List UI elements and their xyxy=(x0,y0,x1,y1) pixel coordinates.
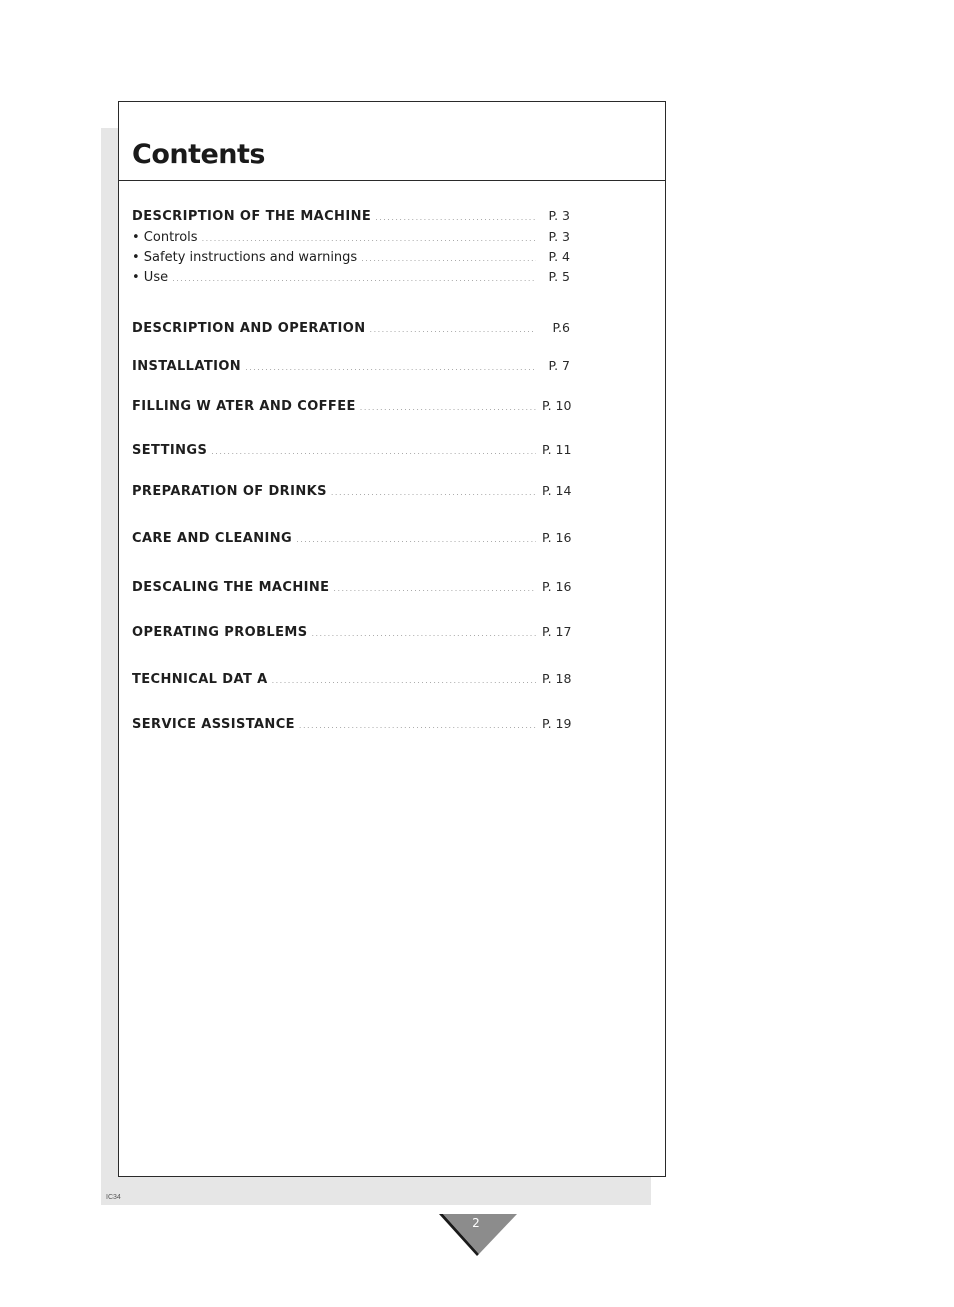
toc-label: SERVICE ASSISTANCE xyxy=(132,717,295,732)
toc-page-ref: P. 17 xyxy=(542,624,572,639)
page-number: 2 xyxy=(472,1216,480,1230)
toc-entry-operating[interactable] xyxy=(132,624,570,644)
toc-label: • Use xyxy=(132,270,169,285)
dot-leader xyxy=(211,447,536,456)
dot-leader xyxy=(245,363,536,372)
toc-entry-descaling[interactable] xyxy=(132,579,570,599)
toc-entry-description-machine[interactable] xyxy=(132,208,570,228)
toc-label: • Controls xyxy=(132,230,198,245)
contents-frame xyxy=(118,101,666,1177)
toc-entry-safety[interactable] xyxy=(132,249,570,269)
toc-page-ref: P. 4 xyxy=(548,249,570,264)
toc-page-ref: P. 14 xyxy=(542,483,572,498)
toc-entry-technical[interactable] xyxy=(132,671,570,691)
toc-label: TECHNICAL DAT A xyxy=(132,672,268,687)
toc-label: PREPARATION OF DRINKS xyxy=(132,484,327,499)
toc-entry-description-operation[interactable] xyxy=(132,320,570,340)
dot-leader xyxy=(370,325,536,334)
page-title: Contents xyxy=(132,139,266,170)
dot-leader xyxy=(360,403,536,412)
toc-entry-use[interactable] xyxy=(132,269,570,289)
toc-page-ref: P. 18 xyxy=(542,671,572,686)
toc-page-ref: P. 5 xyxy=(548,269,570,284)
left-gray-band xyxy=(101,128,119,1205)
toc-entry-care[interactable] xyxy=(132,530,570,550)
bottom-gray-band xyxy=(101,1176,651,1205)
toc-label: DESCALING THE MACHINE xyxy=(132,580,330,595)
dot-leader xyxy=(311,629,536,638)
toc-label: DESCRIPTION AND OPERATION xyxy=(132,321,366,336)
toc-label: FILLING W ATER AND COFFEE xyxy=(132,399,356,414)
dot-leader xyxy=(375,213,536,222)
toc-label: SETTINGS xyxy=(132,443,208,458)
dot-leader xyxy=(299,721,536,730)
toc-entry-settings[interactable] xyxy=(132,442,570,462)
toc-page-ref: P. 11 xyxy=(542,442,572,457)
toc-page-ref: P. 7 xyxy=(548,358,570,373)
toc-label: OPERATING PROBLEMS xyxy=(132,625,308,640)
dot-leader xyxy=(296,535,536,544)
toc-page-ref: P. 19 xyxy=(542,716,572,731)
dot-leader xyxy=(331,488,536,497)
dot-leader xyxy=(272,676,536,685)
toc-label: DESCRIPTION OF THE MACHINE xyxy=(132,209,372,224)
toc-label: CARE AND CLEANING xyxy=(132,531,293,546)
toc-label: INSTALLATION xyxy=(132,359,242,374)
toc-entry-service[interactable] xyxy=(132,716,570,736)
toc-entry-filling[interactable] xyxy=(132,398,570,418)
toc-entry-installation[interactable] xyxy=(132,358,570,378)
toc-entry-preparation[interactable] xyxy=(132,483,570,503)
toc-entry-controls[interactable] xyxy=(132,229,570,249)
toc-label: • Safety instructions and warnings xyxy=(132,250,358,265)
dot-leader xyxy=(361,254,536,263)
dot-leader xyxy=(202,234,536,243)
toc-page-ref: P. 3 xyxy=(548,208,570,223)
dot-leader xyxy=(333,584,536,593)
dot-leader xyxy=(172,274,536,283)
toc-page-ref: P. 10 xyxy=(542,398,572,413)
toc-page-ref: P. 16 xyxy=(542,530,572,545)
toc-page-ref: P.6 xyxy=(552,320,570,335)
toc-page-ref: P. 3 xyxy=(548,229,570,244)
title-divider xyxy=(119,180,666,181)
document-code: IC34 xyxy=(106,1194,121,1201)
toc-page-ref: P. 16 xyxy=(542,579,572,594)
